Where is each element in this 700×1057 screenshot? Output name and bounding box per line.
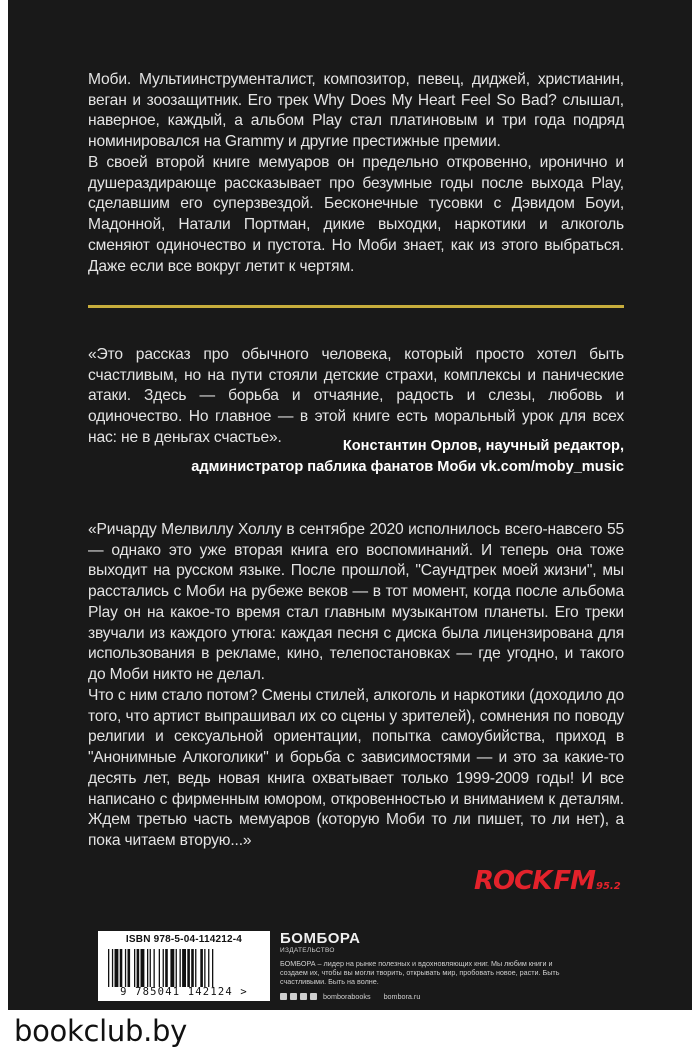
- barcode-bar: [163, 949, 164, 987]
- watermark-text: bookclub.by: [14, 1014, 187, 1048]
- quote-text: «Это рассказ про обычного человека, который просто хотел быть счастливым, но на пути стояли детские страхи, комплексы и панические атаки. Здесь — борьба и отчаяние, радость и слезы, любовь и одиночество. Но главное — в этой книге есть моральный урок для всех нас: не в деньгах счастье».: [88, 346, 624, 446]
- barcode-bar: [191, 949, 194, 987]
- barcode-bar: [182, 949, 186, 987]
- book-back-cover: [8, 0, 692, 1010]
- barcode-bar: [115, 949, 119, 987]
- barcode-bar: [137, 949, 140, 987]
- barcode-bar: [204, 949, 205, 987]
- barcode-bar: [176, 949, 177, 987]
- barcode-bar: [154, 949, 155, 987]
- publisher-site: bombora.ru: [383, 991, 421, 1001]
- isbn-text: ISBN 978-5-04-114212-4: [125, 934, 243, 945]
- publisher-handle: bomborabooks: [323, 991, 371, 1001]
- barcode-bar: [134, 949, 135, 987]
- barcode-bar: [141, 949, 145, 987]
- instagram-icon: [300, 993, 307, 1000]
- barcode-bar: [180, 949, 181, 987]
- barcode-bar: [128, 949, 131, 987]
- publisher-subtitle: ИЗДАТЕЛЬСТВО: [280, 947, 335, 954]
- publisher-block: [280, 930, 620, 1001]
- intro-paragraph-1: Моби. Мультиинструменталист, композитор, певец, диджей, христианин, веган и зоозащитник. Его трек Why Does My Heart Feel So Bad? слышал, наверное, каждый, а альбом Play стал платиновым и три года подряд номинировался на Grammy и другие престижные премии.: [88, 71, 624, 151]
- barcode-bar: [108, 949, 109, 987]
- barcode-bar: [170, 949, 174, 987]
- barcode-bar: [125, 949, 126, 987]
- barcode-bar: [212, 949, 213, 987]
- barcode-bar: [147, 949, 148, 987]
- publisher-social: [280, 992, 620, 1001]
- barcode-bars: [108, 949, 260, 987]
- rockfm-logo-fm: FM: [553, 866, 595, 896]
- barcode-bar: [195, 949, 196, 987]
- quote-author-line-1: Константин Орлов, научный редактор,: [342, 438, 624, 454]
- barcode-bar: [187, 949, 190, 987]
- barcode-bar: [159, 949, 160, 987]
- quote-author-line-2: администратор паблика фанатов Моби vk.com/moby_music: [191, 459, 624, 475]
- review-paragraph-1: «Ричарду Мелвиллу Холлу в сентябре 2020 исполнилось всего-навсего 55 — однако это уже вторая книга его воспоминаний. И теперь она тоже выходит на русском языке. После прошлой, "Саундтрек моей жизни", мы расстались с Моби на рубеже веков — в тот момент, когда после альбома Play он на какое-то время стал главным музыкантом планеты. Его треки звучали из каждого утюга: каждая песня с диска была лицензирована для использования в рекламе, кино, телепостановках — где угодно, и такого до Моби никто не делал.: [88, 521, 624, 683]
- telegram-icon: [290, 993, 297, 1000]
- youtube-icon: [310, 993, 317, 1000]
- review-paragraph-2: Что с ним стало потом? Смены стилей, алкоголь и наркотики (доходило до того, что артист выпрашивал их со сцены у зрителей), сомнения по поводу религии и сексуальной ориентации, попытка самоубийства, приход в "Анонимные Алкоголики" и борьба с зависимостями — и это за какие-то десять лет, ведь новая книга охватывает только 1999-2009 годы! И все написано с фирменным юмором, откровенностью и вниманием к деталям. Ждем третью часть мемуаров (которую Моби то ли пишет, то ли нет), а пока читаем вторую...»: [88, 687, 624, 849]
- gold-divider: [88, 305, 624, 308]
- barcode-bar: [200, 949, 203, 987]
- barcode-bar: [165, 949, 168, 987]
- intro-paragraph-2: В своей второй книге мемуаров он предельно откровенно, иронично и душераздирающе рассказывает про безумные годы после выхода Play, сделавшим его суперзвездой. Бесконечные тусовки с Дэвидом Боуи, Мадонной, Натали Портман, дикие выходки, наркотики и алкоголь сменяют одиночество и пустота. Но Моби знает, как из этого выбраться. Даже если все вокруг летит к чертям.: [88, 154, 624, 275]
- vk-icon: [280, 993, 287, 1000]
- barcode-bar: [208, 949, 209, 987]
- barcode-label: [98, 931, 270, 1001]
- publisher-description: БОМБОРА – лидер на рынке полезных и вдохновляющих книг. Мы любим книги и создаем их, чтобы вы могли творить, открывать мир, пробовать новое, расти. Быть счастливыми. Быть на волне.: [280, 959, 560, 987]
- barcode-bar: [112, 949, 113, 987]
- rockfm-logo: [474, 866, 621, 896]
- publisher-name: БОМБОРА: [280, 930, 361, 947]
- rockfm-logo-rock: ROCK: [474, 866, 552, 896]
- barcode-bar: [120, 949, 123, 987]
- barcode-number: 9 785041 142124 >: [120, 986, 248, 998]
- rockfm-logo-frequency: 95.2: [596, 881, 621, 892]
- barcode-bar: [150, 949, 151, 987]
